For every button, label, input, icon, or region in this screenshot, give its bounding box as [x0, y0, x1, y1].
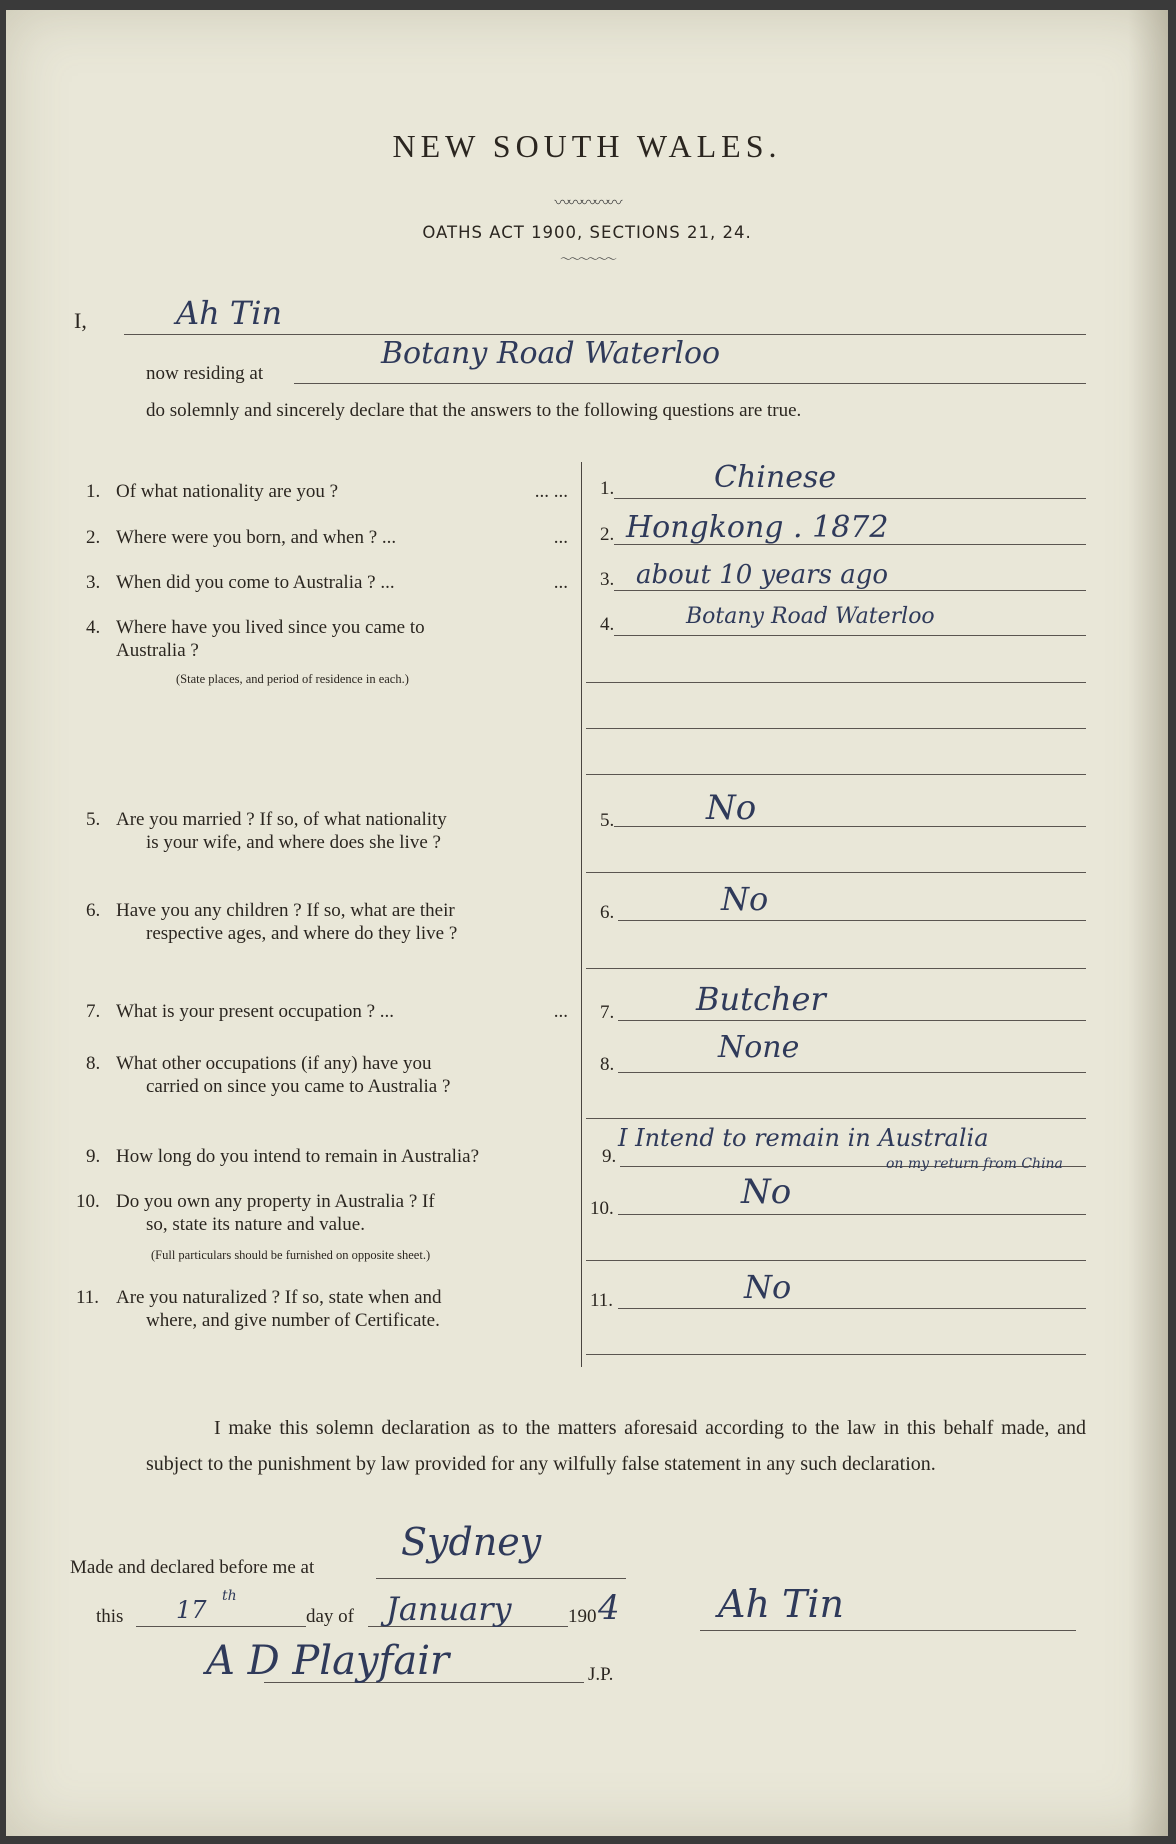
answer-9: I Intend to remain in Australia	[618, 1124, 989, 1152]
ornament-wave: 〰〰〰〰〰	[554, 193, 620, 212]
question-5: 5. Are you married ? If so, of what nationality is your wife, and where does she live ?	[86, 809, 447, 853]
answer-6-number: 6.	[600, 902, 615, 923]
place-value: Sydney	[401, 1520, 542, 1564]
answer-6: No	[721, 880, 769, 918]
i-label: I,	[74, 308, 87, 333]
question-6: 6. Have you any children ? If so, what are their respective ages, and where do they live ?	[86, 900, 458, 944]
day-line	[136, 1626, 306, 1627]
question-4-note: (State places, and period of residence in each.)	[176, 672, 409, 686]
page-edge-shadow	[1128, 10, 1168, 1836]
question-9: 9. How long do you intend to remain in Australia?	[86, 1146, 480, 1167]
made-declared-label: Made and declared before me at	[70, 1557, 315, 1578]
solemn-declaration: I make this solemn declaration as to the matters aforesaid according to the law in this behalf made, and subject to the punishment by law provided for any wilfully false statement in any such declaration.	[146, 1417, 1086, 1475]
jp-signature: A D Playfair	[206, 1638, 450, 1684]
question-7: 7. What is your present occupation ? ... ...	[86, 1001, 568, 1022]
form-title: NEW SOUTH WALES.	[392, 128, 782, 164]
answer-8-line-2	[586, 1118, 1086, 1119]
answer-8: None	[718, 1030, 800, 1065]
declaration-form	[6, 10, 1168, 1836]
question-10-note: (Full particulars should be furnished on opposite sheet.)	[151, 1248, 431, 1262]
answer-10-line-2	[586, 1260, 1086, 1261]
question-3: 3. When did you come to Australia ? ... ...	[86, 572, 568, 593]
answer-2: Hongkong . 1872	[626, 510, 889, 545]
form-subtitle: OATHS ACT 1900, SECTIONS 21, 24.	[422, 223, 752, 242]
answer-5-line-2	[586, 872, 1086, 873]
month-value: January	[386, 1590, 512, 1628]
answer-10-number: 10.	[590, 1198, 614, 1219]
answer-11-line-2	[586, 1354, 1086, 1355]
jp-label: J.P.	[588, 1664, 614, 1685]
name-line	[124, 334, 1086, 335]
this-label: this	[96, 1606, 124, 1627]
answer-5-line	[614, 826, 1086, 827]
answer-6-line	[618, 920, 1086, 921]
answer-8-line	[618, 1072, 1086, 1073]
answer-6-line-2	[586, 968, 1086, 969]
answer-1: Chinese	[714, 460, 837, 495]
ornament-rule: 〜〜〜〜〜〜	[559, 252, 614, 266]
answer-9-number: 9.	[602, 1146, 617, 1167]
answer-11-number: 11.	[590, 1290, 614, 1311]
answer-9-continued: on my return from China	[886, 1156, 1063, 1172]
answer-7: Butcher	[696, 980, 826, 1018]
answer-4-line	[614, 635, 1086, 636]
question-1: 1. Of what nationality are you ? ... ...	[86, 481, 568, 502]
answer-3-line	[614, 590, 1086, 591]
answer-7-line	[618, 1020, 1086, 1021]
question-10: 10. Do you own any property in Australia ? If so, state its nature and value.	[76, 1191, 435, 1235]
answer-2-number: 2.	[600, 524, 615, 545]
answer-4-number: 4.	[600, 614, 615, 635]
answer-5: No	[706, 788, 757, 828]
signature-line	[700, 1630, 1076, 1631]
answer-11-line	[618, 1308, 1086, 1309]
address-value: Botany Road Waterloo	[381, 336, 721, 371]
residing-label: now residing at	[146, 363, 264, 384]
day-suffix: th	[222, 1588, 237, 1604]
answer-11: No	[744, 1268, 792, 1306]
answer-3-number: 3.	[600, 569, 615, 590]
declarant-name: Ah Tin	[176, 294, 283, 332]
answer-7-number: 7.	[600, 1002, 615, 1023]
question-2: 2. Where were you born, and when ? ... ...	[86, 527, 568, 548]
answer-4-line-3	[586, 728, 1086, 729]
column-divider	[581, 462, 582, 1367]
answer-1-line	[614, 498, 1086, 499]
year-suffix: 4	[598, 1588, 620, 1628]
answer-4-line-4	[586, 774, 1086, 775]
answer-10-line	[618, 1214, 1086, 1215]
declaration-text: do solemnly and sincerely declare that the answers to the following questions are true.	[146, 400, 802, 421]
answer-4: Botany Road Waterloo	[686, 604, 935, 629]
address-line	[294, 383, 1086, 384]
answer-3: about 10 years ago	[636, 560, 889, 590]
question-4: 4. Where have you lived since you came to Australia ?	[86, 617, 425, 661]
answer-10: No	[741, 1172, 792, 1212]
answer-8-number: 8.	[600, 1054, 615, 1075]
declarant-signature: Ah Tin	[718, 1582, 844, 1626]
question-8: 8. What other occupations (if any) have you carried on since you came to Australia ?	[86, 1053, 451, 1097]
answer-4-line-2	[586, 682, 1086, 683]
answer-5-number: 5.	[600, 810, 615, 831]
question-11: 11. Are you naturalized ? If so, state when and where, and give number of Certificate.	[76, 1287, 442, 1331]
year-prefix: 190	[568, 1606, 597, 1627]
day-of-label: day of	[306, 1606, 355, 1627]
day-value: 17	[176, 1596, 207, 1624]
place-line	[376, 1578, 626, 1579]
answer-1-number: 1.	[600, 478, 615, 499]
